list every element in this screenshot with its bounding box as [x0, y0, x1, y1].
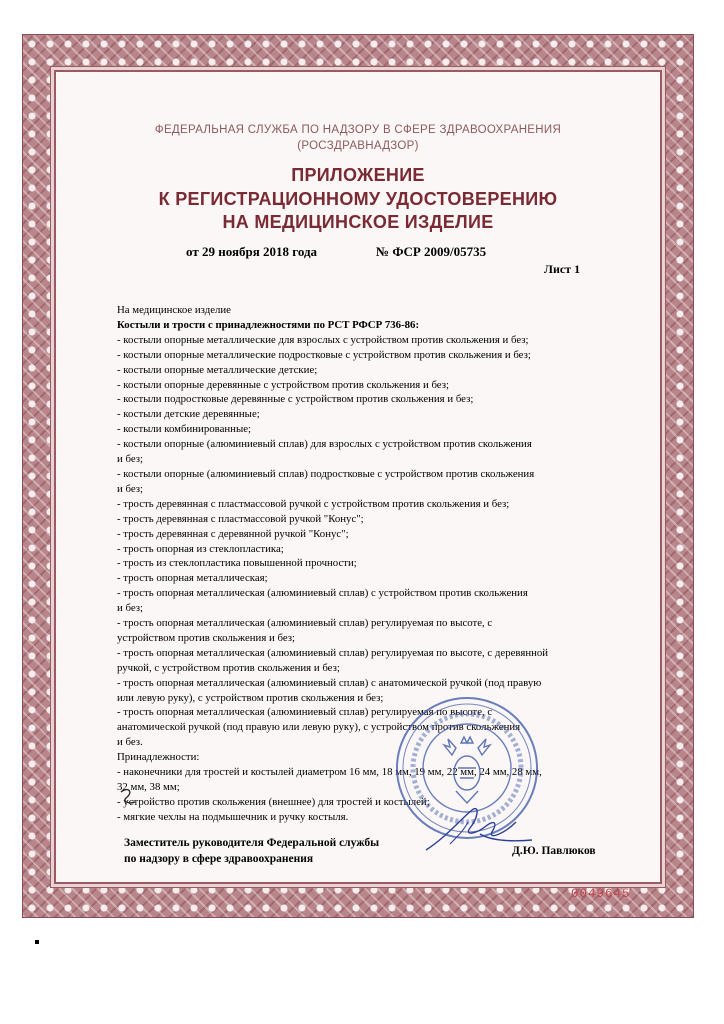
list-item: 32 мм, 38 мм; [117, 781, 180, 793]
sheet-number: Лист 1 [544, 262, 581, 276]
list-item: - костыли опорные (алюминиевый сплав) подростковые с устройством против скольжения [117, 467, 535, 480]
list-item: - костыли опорные (алюминиевый сплав) для взрослых с устройством против скольжения [117, 438, 532, 451]
registration-number: № ФСР 2009/05735 [376, 244, 487, 259]
list-item: - трость опорная металлическая (алюминиевый сплав) с устройством против скольжения [117, 587, 528, 600]
list-item: - костыли опорные деревянные с устройством против скольжения и без; [117, 378, 449, 391]
list-item: и без. [117, 736, 143, 749]
issue-date: от 29 ноября 2018 года [186, 244, 318, 259]
list-item: - костыли детские деревянные; [117, 408, 260, 421]
device-heading: Костыли и трости с принадлежностями по РСТ РФСР 736-86: [117, 318, 420, 331]
list-item: - трость деревянная с пластмассовой ручкой с устройством против скольжения и без; [117, 497, 510, 510]
document-subtitle-2: НА МЕДИЦИНСКОЕ ИЗДЕЛИЕ [222, 212, 494, 232]
signer-position-line1: Заместитель руководителя Федеральной службы [124, 837, 380, 849]
list-item: - костыли подростковые деревянные с устройством против скольжения и без; [117, 393, 474, 406]
list-item: и без; [117, 602, 144, 615]
list-item: анатомической ручкой (под правую или левую руку), с устройством против скольжения [117, 721, 521, 734]
list-item: - трость деревянная с деревянной ручкой "Конус"; [117, 527, 349, 540]
list-item: - костыли опорные металлические детские; [117, 363, 318, 376]
list-item: - костыли опорные металлические для взрослых с устройством против скольжения и без; [117, 333, 529, 346]
scan-artifact [35, 940, 39, 944]
list-item: - устройство против скольжения (внешнее) для тростей и костылей; [117, 795, 430, 808]
list-item: - наконечники для тростей и костылей диаметром 16 мм, 18 мм, 19 мм, 22 мм, 24 мм, 28 мм, [117, 766, 542, 779]
list-item: - трость опорная металлическая (алюминиевый сплав) регулируемая по высоте, с [117, 706, 493, 719]
list-item: - трость из стеклопластика повышенной прочности; [117, 557, 357, 570]
intro-line: На медицинское изделие [117, 304, 231, 316]
device-list [117, 303, 617, 825]
signer-position-line2: по надзору в сфере здравоохранения [124, 853, 314, 865]
list-item: - трость опорная металлическая (алюминиевый сплав) с анатомической ручкой (под правую [117, 676, 542, 689]
list-item: и без; [117, 453, 144, 466]
document-title: ПРИЛОЖЕНИЕ [291, 165, 425, 185]
list-item: - трость опорная металлическая; [117, 572, 268, 585]
list-item: - трость деревянная с пластмассовой ручкой "Конус"; [117, 512, 364, 525]
agency-abbreviation: (РОСЗДРАВНАДЗОР) [297, 140, 419, 152]
list-item: и без; [117, 482, 144, 495]
list-item: - трость опорная металлическая (алюминиевый сплав) регулируемая по высоте, с [117, 617, 493, 630]
list-item: - мягкие чехлы на подмышечник и ручку костыля. [117, 810, 349, 823]
list-item: устройством против скольжения и без; [117, 631, 296, 644]
list-item: - трость опорная металлическая (алюминиевый сплав) регулируемая по высоте, с деревянной [117, 646, 549, 659]
list-item: - костыли опорные металлические подростковые с устройством против скольжения и без; [117, 348, 531, 361]
serial-number: 0049645 [571, 887, 631, 901]
document-subtitle-1: К РЕГИСТРАЦИОННОМУ УДОСТОВЕРЕНИЮ [158, 189, 558, 209]
list-item: - трость опорная из стеклопластика; [117, 542, 284, 555]
list-item: или левую руку), с устройством против скольжения и без; [117, 691, 384, 704]
list-item: ручкой, с устройством против скольжения и без; [117, 661, 340, 674]
accessories-heading: Принадлежности: [117, 751, 200, 764]
agency-name: ФЕДЕРАЛЬНАЯ СЛУЖБА ПО НАДЗОРУ В СФЕРЕ ЗДРАВООХРАНЕНИЯ [154, 124, 562, 136]
handwritten-initial-icon [118, 786, 140, 810]
list-item: - костыли комбинированные; [117, 423, 251, 436]
signer-name: Д.Ю. Павлюков [512, 845, 596, 857]
